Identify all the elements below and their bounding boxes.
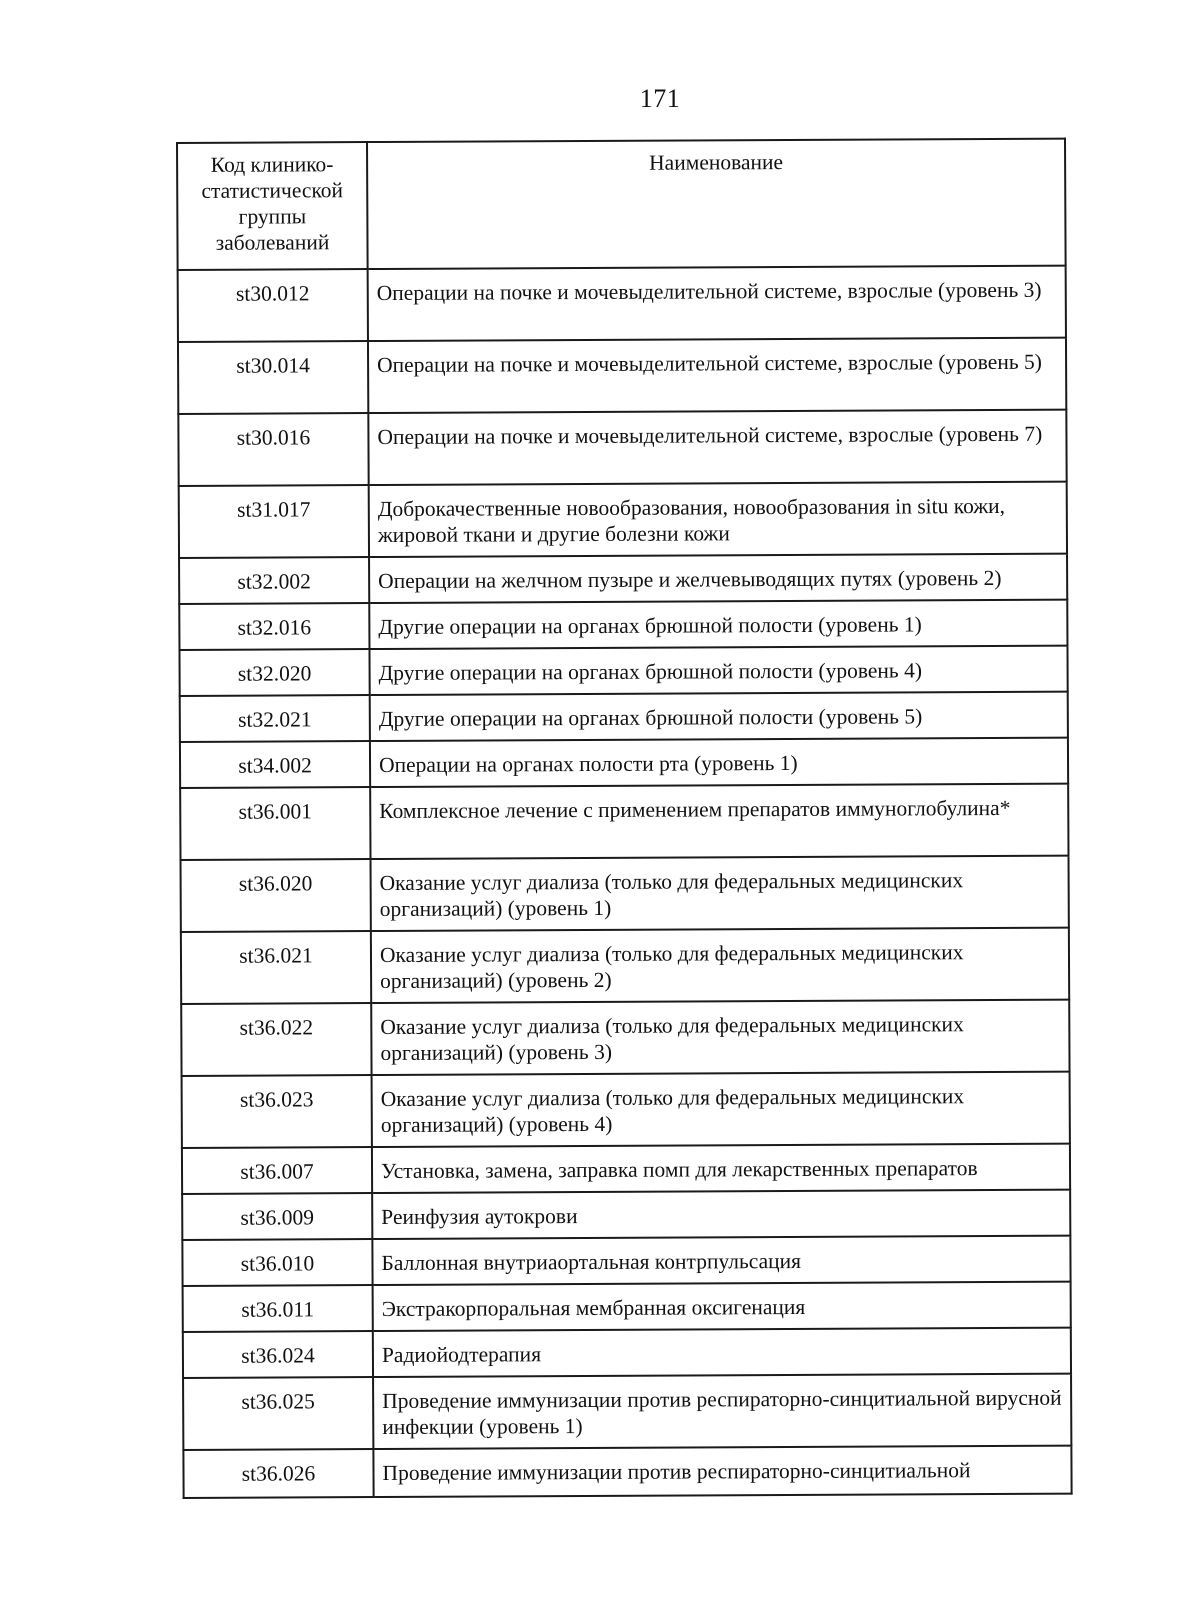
row-name: Другие операции на органах брюшной полости (уровень 4): [369, 646, 1067, 695]
page-number: 171: [639, 84, 681, 113]
table-row: [179, 482, 1067, 558]
row-name: Другие операции на органах брюшной полости (уровень 1): [369, 600, 1067, 649]
table-row: [181, 1000, 1069, 1076]
table-row: [178, 266, 1066, 342]
table-row: [181, 928, 1069, 1004]
row-name: Операции на органах полости рта (уровень 1): [370, 738, 1068, 787]
table-row: [182, 1144, 1070, 1194]
row-code: st34.002: [180, 741, 370, 788]
table-row: [180, 738, 1068, 788]
row-name: Реинфузия аутокрови: [372, 1190, 1070, 1239]
table-row: [183, 1446, 1071, 1498]
row-code: st30.012: [178, 269, 368, 342]
row-code: st36.011: [183, 1285, 373, 1332]
row-code: st36.009: [182, 1193, 372, 1240]
table-row: [179, 646, 1067, 696]
row-code: st32.020: [179, 649, 369, 696]
row-name: Проведение иммунизации против респираторно-синцитиальной: [373, 1446, 1071, 1497]
row-name: Оказание услуг диализа (только для федеральных медицинских организаций) (уровень 3): [371, 1000, 1069, 1075]
row-code: st32.002: [179, 557, 369, 604]
row-name: Баллонная внутриаортальная контрпульсация: [372, 1236, 1070, 1285]
table-row: [182, 1072, 1070, 1148]
row-name: Операции на почке и мочевыделительной системе, взрослые (уровень 5): [368, 338, 1066, 413]
header-code: Код клинико-статистической группы заболеваний: [177, 142, 368, 270]
row-name: Операции на желчном пузыре и желчевыводящих путях (уровень 2): [369, 554, 1067, 603]
row-code: st31.017: [179, 485, 369, 558]
csg-table: [176, 138, 1073, 1499]
row-code: st32.021: [180, 695, 370, 742]
row-code: st36.001: [180, 787, 370, 860]
table-row: [181, 856, 1069, 932]
row-name: Оказание услуг диализа (только для федеральных медицинских организаций) (уровень 4): [372, 1072, 1070, 1147]
row-code: st36.023: [182, 1075, 372, 1148]
row-code: st36.010: [182, 1239, 372, 1286]
row-code: st36.025: [183, 1377, 373, 1450]
row-name: Проведение иммунизации против респираторно-синцитиальной вирусной инфекции (уровень 1): [373, 1374, 1071, 1449]
table-row: [178, 338, 1066, 414]
row-code: st36.007: [182, 1147, 372, 1194]
table-row: [180, 692, 1068, 742]
row-name: Операции на почке и мочевыделительной системе, взрослые (уровень 7): [368, 410, 1066, 485]
table-row: [183, 1374, 1071, 1450]
row-name: Оказание услуг диализа (только для федеральных медицинских организаций) (уровень 2): [371, 928, 1069, 1003]
row-code: st32.016: [179, 603, 369, 650]
row-code: st36.022: [181, 1003, 371, 1076]
row-name: Экстракорпоральная мембранная оксигенация: [373, 1282, 1071, 1331]
row-name: Оказание услуг диализа (только для федеральных медицинских организаций) (уровень 1): [371, 856, 1069, 931]
row-code: st36.020: [181, 859, 371, 932]
table-row: [183, 1282, 1071, 1332]
row-name: Установка, замена, заправка помп для лекарственных препаратов: [372, 1144, 1070, 1193]
row-code: st30.014: [178, 341, 368, 414]
row-name: Доброкачественные новообразования, новообразования in situ кожи, жировой ткани и другие болезни кожи: [369, 482, 1067, 557]
row-name: Комплексное лечение с применением препаратов иммуноглобулина*: [370, 784, 1068, 859]
header-name: Наименование: [367, 139, 1066, 269]
table-row: [178, 410, 1066, 486]
table-row: [182, 1236, 1070, 1286]
table-row: [183, 1328, 1071, 1378]
table-header-row: [177, 139, 1066, 270]
table-row: [179, 554, 1067, 604]
table-row: [179, 600, 1067, 650]
row-code: st36.024: [183, 1331, 373, 1378]
table-row: [180, 784, 1068, 860]
row-name: Другие операции на органах брюшной полости (уровень 5): [370, 692, 1068, 741]
table-row: [182, 1190, 1070, 1240]
row-code: st36.021: [181, 931, 371, 1004]
row-name: Радиойодтерапия: [373, 1328, 1071, 1377]
row-code: st30.016: [178, 413, 368, 486]
row-code: st36.026: [183, 1449, 373, 1498]
row-name: Операции на почке и мочевыделительной системе, взрослые (уровень 3): [368, 266, 1066, 341]
